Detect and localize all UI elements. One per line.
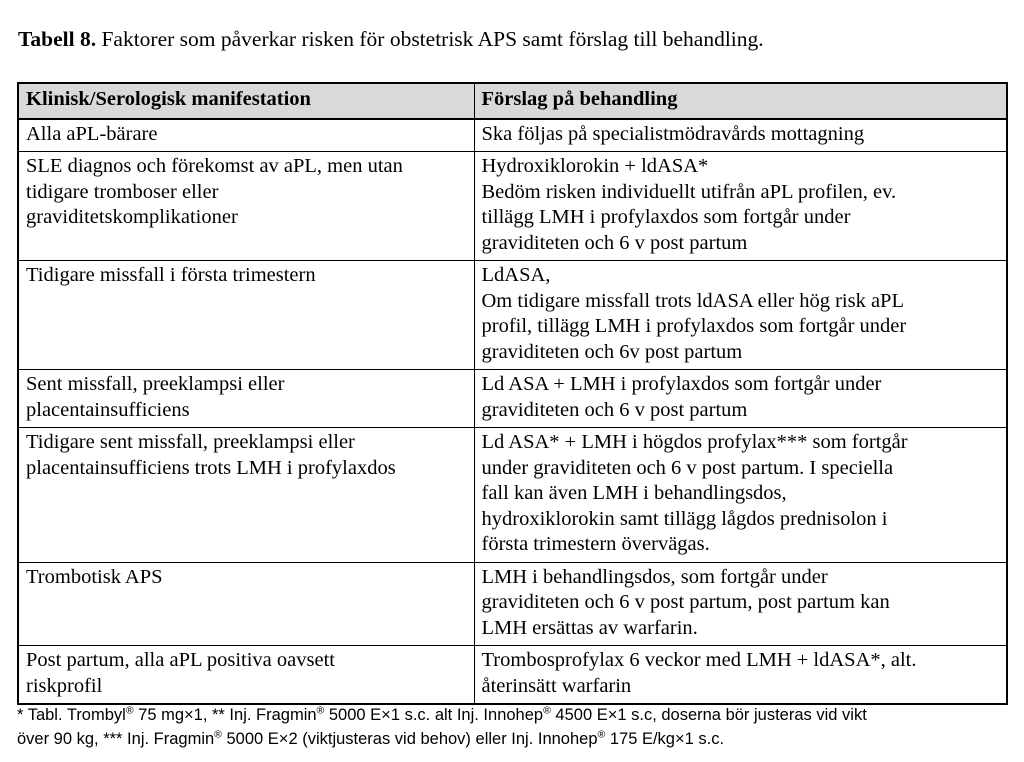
cell-text-line: första trimestern övervägas.	[481, 533, 710, 555]
footnote-line-1	[17, 703, 1002, 727]
cell-treatment	[474, 370, 1007, 428]
cell-text-line: Tidigare missfall i första trimestern	[26, 264, 316, 286]
cell-text-line: Hydroxiklorokin + ldASA*	[481, 155, 709, 177]
table-header	[18, 83, 1007, 119]
cell-text-line: Ska följas på specialistmödravårds mottagning	[481, 122, 865, 145]
footnote-text: * Tabl. Trombyl	[17, 706, 126, 724]
cell-text-line: graviditeten och 6 v post partum	[481, 231, 748, 254]
cell-text-line: tillägg LMH i profylaxdos som fortgår under	[481, 206, 851, 228]
registered-trademark-symbol: ®	[214, 728, 222, 741]
cell-treatment	[474, 119, 1007, 152]
cell-text-line: under graviditeten och 6 v post partum. I speciella	[481, 456, 894, 479]
table-container	[17, 82, 1006, 705]
registered-trademark-symbol: ®	[125, 704, 134, 717]
cell-manifestation	[18, 119, 474, 152]
cell-text-line: riskprofil	[26, 674, 103, 697]
table-row	[18, 646, 1007, 705]
cell-treatment	[474, 646, 1007, 705]
cell-text-line: LMH i behandlingsdos, som fortgår under	[481, 565, 828, 588]
cell-text-line: Post partum, alla aPL positiva oavsett	[26, 649, 335, 671]
table-body	[18, 119, 1007, 705]
table-row	[18, 119, 1007, 152]
cell-text-line: fall kan även LMH i behandlingsdos,	[481, 482, 787, 504]
registered-trademark-symbol: ®	[316, 704, 325, 717]
cell-text-line: Ld ASA + LMH i profylaxdos som fortgår under	[481, 373, 882, 395]
cell-manifestation	[18, 562, 474, 646]
footnote-text: 75 mg×1, ** Inj. Fragmin	[133, 706, 317, 724]
cell-manifestation	[18, 428, 474, 563]
table-footnote	[17, 703, 1002, 751]
table-row	[18, 370, 1007, 428]
cell-text-line: Tidigare sent missfall, preeklampsi eller	[26, 431, 355, 453]
cell-manifestation	[18, 646, 474, 705]
table-caption	[18, 26, 1008, 52]
cell-text-line: graviditeten och 6v post partum	[481, 340, 743, 363]
cell-text-line: Bedöm risken individuellt utifrån aPL profilen, ev.	[481, 180, 897, 203]
table-row	[18, 261, 1007, 370]
table-header-row	[18, 83, 1007, 119]
aps-treatment-table	[17, 82, 1008, 705]
cell-text-line: Alla aPL-bärare	[26, 122, 158, 145]
table-row	[18, 428, 1007, 563]
cell-text-line: SLE diagnos och förekomst av aPL, men utan	[26, 155, 403, 177]
caption-text: Faktorer som påverkar risken för obstetrisk APS samt förslag till behandling.	[96, 27, 764, 51]
cell-manifestation	[18, 370, 474, 428]
cell-text-line: LMH ersättas av warfarin.	[481, 616, 698, 639]
cell-treatment	[474, 428, 1007, 563]
cell-text-line: placentainsufficiens	[26, 398, 190, 421]
table-row	[18, 152, 1007, 261]
footnote-text: 5000 E×2 (viktjusteras vid behov) eller Inj. Innohep	[221, 730, 598, 748]
footnote-text: 175 E/kg×1 s.c.	[605, 730, 725, 748]
cell-text-line: LdASA,	[481, 264, 551, 286]
cell-manifestation	[18, 152, 474, 261]
cell-text-line: graviditeten och 6 v post partum	[481, 398, 748, 421]
footnote-text: 5000 E×1 s.c. alt Inj. Innohep	[324, 706, 544, 724]
cell-text-line: Trombosprofylax 6 veckor med LMH + ldASA*, alt.	[481, 649, 917, 671]
cell-text-line: placentainsufficiens trots LMH i profylaxdos	[26, 456, 396, 479]
cell-text-line: Sent missfall, preeklampsi eller	[26, 373, 285, 395]
column-header-treatment: Förslag på behandling	[474, 83, 1007, 119]
cell-text-line: Trombotisk APS	[26, 565, 163, 588]
cell-text-line: Ld ASA* + LMH i högdos profylax*** som fortgår	[481, 431, 908, 453]
cell-text-line: Om tidigare missfall trots ldASA eller hög risk aPL	[481, 289, 904, 312]
cell-text-line: graviditeten och 6 v post partum, post partum kan	[481, 591, 890, 613]
caption-label: Tabell 8.	[18, 27, 97, 51]
footnote-text: 4500 E×1 s.c, doserna bör justeras vid vikt	[550, 706, 867, 724]
footnote-text: över 90 kg, *** Inj. Fragmin	[17, 730, 215, 748]
cell-text-line: profil, tillägg LMH i profylaxdos som fortgår under	[481, 315, 907, 337]
registered-trademark-symbol: ®	[597, 728, 606, 741]
cell-treatment	[474, 261, 1007, 370]
cell-manifestation	[18, 261, 474, 370]
cell-text-line: återinsätt warfarin	[481, 674, 632, 697]
table-row	[18, 562, 1007, 646]
cell-treatment	[474, 152, 1007, 261]
footnote-line-2	[17, 727, 1002, 751]
cell-text-line: hydroxiklorokin samt tillägg lågdos prednisolon i	[481, 507, 888, 530]
cell-text-line: graviditetskomplikationer	[26, 206, 238, 228]
cell-treatment	[474, 562, 1007, 646]
cell-text-line: tidigare tromboser eller	[26, 180, 219, 203]
column-header-manifestation: Klinisk/Serologisk manifestation	[18, 83, 474, 119]
registered-trademark-symbol: ®	[543, 704, 551, 717]
